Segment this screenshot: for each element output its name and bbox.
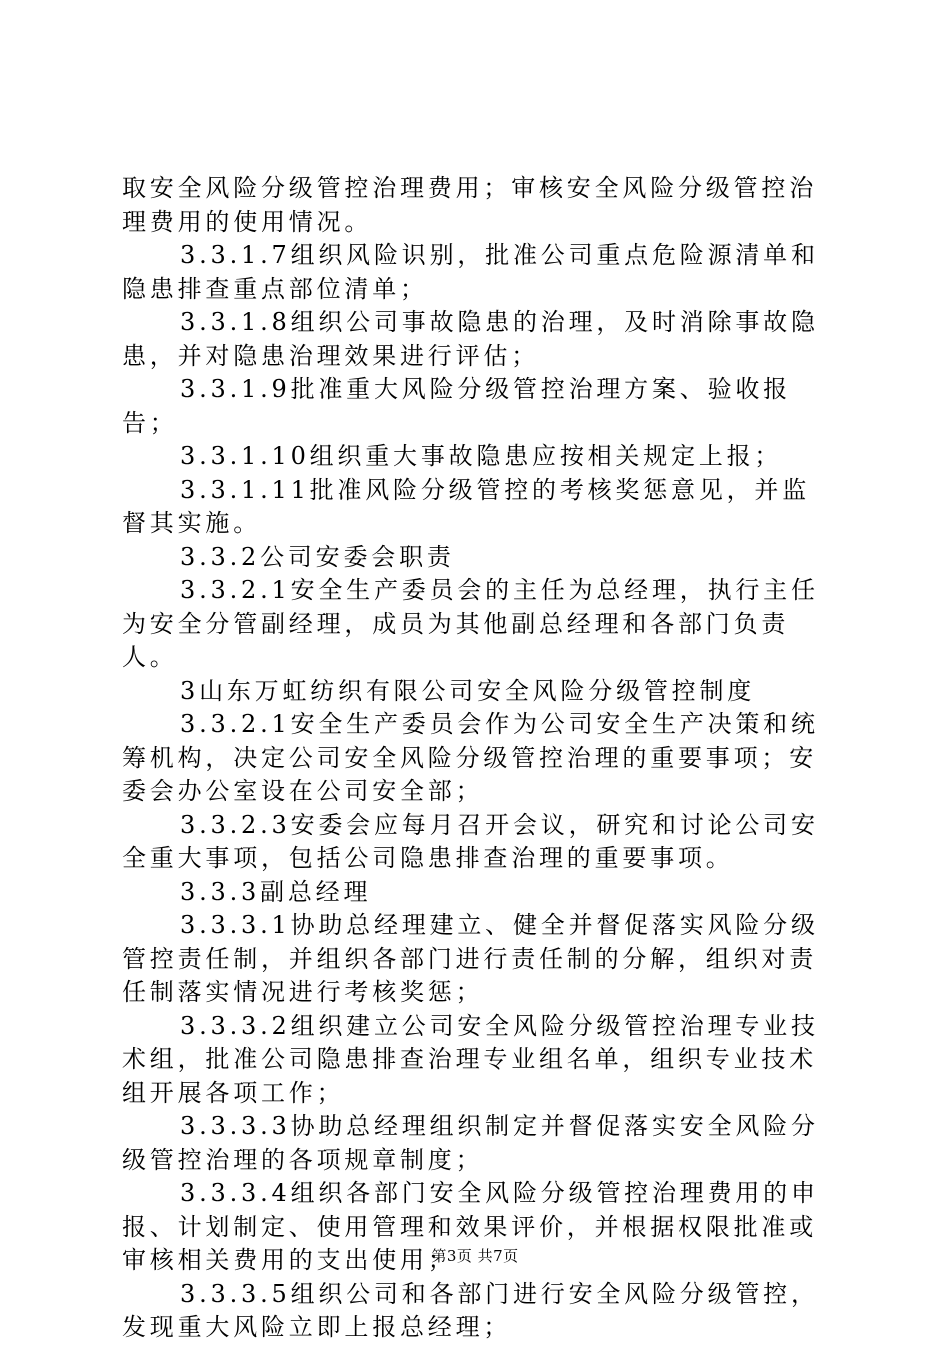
paragraph-3-3-1-11: 3.3.1.11批准风险分级管控的考核奖惩意见，并监督其实施。 (122, 475, 811, 537)
paragraph-3-3-1-9: 3.3.1.9批准重大风险分级管控治理方案、验收报告； (122, 375, 791, 437)
page-footer: 第3页 共7页 (431, 1247, 519, 1265)
heading-3-3-3: 3.3.3副总经理 (180, 877, 372, 906)
heading-3-3-2: 3.3.2公司安委会职责 (180, 542, 455, 571)
paragraph-3-3-3-2: 3.3.3.2组织建立公司安全风险分级管控治理专业技术组，批准公司隐患排查治理专业组名单，组织专业技术组开展各项工作； (122, 1011, 819, 1107)
paragraph-3-3-1-8: 3.3.1.8组织公司事故隐患的治理，及时消除事故隐患，并对隐患治理效果进行评估； (122, 308, 819, 370)
paragraph-3-3-1-10: 3.3.1.10组织重大事故隐患应按相关规定上报； (180, 442, 783, 470)
paragraph-3-3-2-1-b: 3.3.2.1安全生产委员会作为公司安全生产决策和统筹机构，决定公司安全风险分级管控治理的重要事项；安委会办公室设在公司安全部； (122, 710, 819, 805)
paragraph-3-3-3-1: 3.3.3.1协助总经理建立、健全并督促落实风险分级管控责任制，并组织各部门进行责任制的分解，组织对责任制落实情况进行考核奖惩； (122, 911, 819, 1006)
paragraph-3-3-2-1: 3.3.2.1安全生产委员会的主任为总经理，执行主任为安全分管副经理，成员为其他副总经理和各部门负责人。 (122, 576, 819, 671)
running-header-line: 3山东万虹纺织有限公司安全风险分级管控制度 (180, 676, 756, 705)
body-text (122, 172, 834, 1345)
paragraph-continuation: 取安全风险分级管控治理费用；审核安全风险分级管控治理费用的使用情况。 (122, 174, 817, 236)
paragraph-3-3-3-5: 3.3.3.5组织公司和各部门进行安全风险分级管控，发现重大风险立即上报总经理； (122, 1279, 819, 1341)
paragraph-3-3-2-3: 3.3.2.3安委会应每月召开会议，研究和讨论公司安全重大事项，包括公司隐患排查治理的重要事项。 (122, 810, 819, 872)
paragraph-3-3-3-4: 3.3.3.4组织各部门安全风险分级管控治理费用的申报、计划制定、使用管理和效果评价，并根据权限批准或审核相关费用的支出使用； (122, 1179, 819, 1274)
paragraph-3-3-3-3: 3.3.3.3协助总经理组织制定并督促落实安全风险分级管控治理的各项规章制度； (122, 1112, 819, 1174)
paragraph-3-3-1-7: 3.3.1.7组织风险识别，批准公司重点危险源清单和隐患排查重点部位清单； (122, 241, 819, 303)
